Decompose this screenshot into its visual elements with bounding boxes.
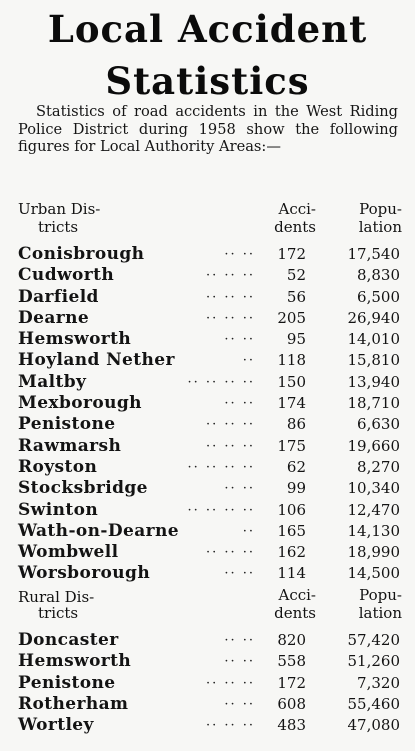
rural-table-header — [0, 586, 415, 630]
district-name: Rotherham — [18, 693, 129, 714]
leader-dots: ·· — [242, 523, 255, 539]
population-value: 51,260 — [347, 652, 400, 671]
rural-label-line-1: Rural Dis- — [18, 588, 95, 606]
accidents-value: 150 — [277, 372, 306, 391]
leader-dots: ·· ·· ·· ·· — [187, 459, 255, 475]
table-row — [0, 673, 415, 694]
table-row — [0, 478, 415, 499]
district-name: Royston — [18, 456, 98, 477]
leader-dots: ·· ·· — [224, 566, 255, 582]
population-value: 12,470 — [347, 500, 400, 519]
district-name: Rawmarsh — [18, 435, 122, 456]
population-value: 6,500 — [357, 287, 400, 306]
table-row — [0, 287, 415, 308]
accidents-header-line-1: Acci- — [278, 586, 316, 604]
leader-dots: ·· ·· ·· — [205, 675, 255, 691]
leader-dots: ·· ·· ·· — [205, 718, 255, 734]
leader-dots: ·· ·· — [224, 332, 255, 348]
table-row — [0, 436, 415, 457]
leader-dots: ·· ·· ·· — [205, 417, 255, 433]
accidents-value: 99 — [286, 479, 306, 498]
rural-label-line-2: tricts — [38, 604, 79, 622]
population-value: 6,630 — [357, 415, 400, 434]
population-value: 14,130 — [347, 521, 400, 540]
district-name: Swinton — [18, 499, 99, 520]
district-name: Wortley — [18, 715, 94, 736]
accidents-value: 175 — [277, 436, 306, 455]
urban-districts-table — [0, 200, 415, 585]
district-name: Worsborough — [18, 563, 151, 584]
population-header-line-1: Popu- — [359, 200, 402, 218]
accidents-value: 483 — [277, 716, 306, 735]
population-value: 17,540 — [347, 245, 400, 263]
accidents-value: 608 — [277, 694, 306, 713]
accidents-value: 56 — [286, 287, 306, 306]
table-row — [0, 265, 415, 286]
table-row — [0, 308, 415, 329]
accidents-value: 172 — [277, 673, 306, 692]
accidents-header-line-1: Acci- — [278, 200, 316, 218]
accidents-value: 118 — [277, 351, 306, 370]
urban-label-line-2: tricts — [38, 218, 79, 236]
accidents-header-line-2: dents — [274, 604, 316, 622]
rural-districts-table — [0, 586, 415, 736]
accidents-value: 172 — [277, 245, 306, 263]
leader-dots: ·· ·· ·· — [205, 310, 255, 326]
rural-rows — [0, 630, 415, 736]
accidents-value: 165 — [277, 521, 306, 540]
leader-dots: ·· ·· — [224, 481, 255, 497]
headline-line-1: Local Accident — [47, 7, 368, 51]
leader-dots: ·· ·· — [224, 696, 255, 712]
accidents-value: 820 — [277, 631, 306, 649]
accidents-value: 95 — [286, 330, 306, 349]
population-value: 7,320 — [357, 673, 400, 692]
leader-dots: ·· ·· ·· — [205, 438, 255, 454]
headline-line-2: Statistics — [105, 59, 310, 103]
leader-dots: ·· ·· — [224, 396, 255, 412]
district-name: Penistone — [18, 414, 116, 435]
district-name: Maltby — [18, 371, 87, 392]
population-value: 14,010 — [347, 330, 400, 349]
urban-label-line-1: Urban Dis- — [18, 200, 101, 218]
district-name: Doncaster — [18, 630, 119, 650]
table-row — [0, 500, 415, 521]
table-row — [0, 715, 415, 736]
table-row — [0, 542, 415, 563]
district-name: Conisbrough — [18, 244, 145, 264]
district-name: Wath-on-Dearne — [18, 520, 179, 541]
leader-dots: ·· ·· ·· ·· — [187, 374, 255, 390]
population-value: 10,340 — [347, 479, 400, 498]
population-value: 14,500 — [347, 564, 400, 583]
population-header-line-1: Popu- — [359, 586, 402, 604]
table-row — [0, 372, 415, 393]
district-name: Darfield — [18, 286, 99, 307]
accidents-value: 52 — [286, 266, 306, 285]
population-header-line-2: lation — [358, 604, 402, 622]
accidents-value: 174 — [277, 394, 306, 413]
district-name: Cudworth — [18, 265, 115, 286]
population-value: 13,940 — [347, 372, 400, 391]
accidents-value: 558 — [277, 652, 306, 671]
table-row — [0, 651, 415, 672]
leader-dots: ·· ·· ·· — [205, 268, 255, 284]
table-row — [0, 457, 415, 478]
table-row — [0, 244, 415, 265]
district-name: Stocksbridge — [18, 478, 148, 499]
leader-dots: ·· ·· ·· — [205, 545, 255, 561]
population-value: 55,460 — [347, 694, 400, 713]
population-value: 18,710 — [347, 394, 400, 413]
leader-dots: ·· ·· — [224, 633, 255, 648]
population-value: 15,810 — [347, 351, 400, 370]
table-row — [0, 563, 415, 584]
district-name: Hemsworth — [18, 651, 132, 672]
leader-dots: ·· ·· ·· — [205, 289, 255, 305]
district-name: Dearne — [18, 307, 90, 328]
leader-dots: ·· — [242, 353, 255, 369]
population-header-line-2: lation — [358, 218, 402, 236]
leader-dots: ·· ·· ·· ·· — [187, 502, 255, 518]
accidents-value: 106 — [277, 500, 306, 519]
district-name: Hemsworth — [18, 329, 132, 350]
population-value: 8,270 — [357, 457, 400, 476]
table-row — [0, 350, 415, 371]
population-value: 26,940 — [347, 308, 400, 327]
leader-dots: ·· ·· — [224, 654, 255, 670]
table-row — [0, 521, 415, 542]
table-row — [0, 414, 415, 435]
population-value: 19,660 — [347, 436, 400, 455]
table-row — [0, 630, 415, 651]
population-value: 57,420 — [347, 631, 400, 649]
accidents-value: 162 — [277, 543, 306, 562]
intro-paragraph: Statistics of road accidents in the West Riding Police District during 1958 show the following figures for Local Authority Areas:— — [18, 103, 398, 155]
leader-dots: ·· ·· — [224, 247, 255, 262]
district-name: Penistone — [18, 672, 116, 693]
urban-table-header — [0, 200, 415, 244]
accidents-value: 114 — [277, 564, 306, 583]
population-value: 47,080 — [347, 716, 400, 735]
accidents-value: 205 — [277, 308, 306, 327]
accidents-value: 62 — [286, 457, 306, 476]
district-name: Hoyland Nether — [18, 350, 175, 371]
district-name: Wombwell — [18, 542, 119, 563]
population-value: 8,830 — [357, 266, 400, 285]
accidents-header-line-2: dents — [274, 218, 316, 236]
district-name: Mexborough — [18, 393, 142, 414]
table-row — [0, 329, 415, 350]
table-row — [0, 694, 415, 715]
accidents-value: 86 — [286, 415, 306, 434]
population-value: 18,990 — [347, 543, 400, 562]
table-row — [0, 393, 415, 414]
urban-rows — [0, 244, 415, 585]
